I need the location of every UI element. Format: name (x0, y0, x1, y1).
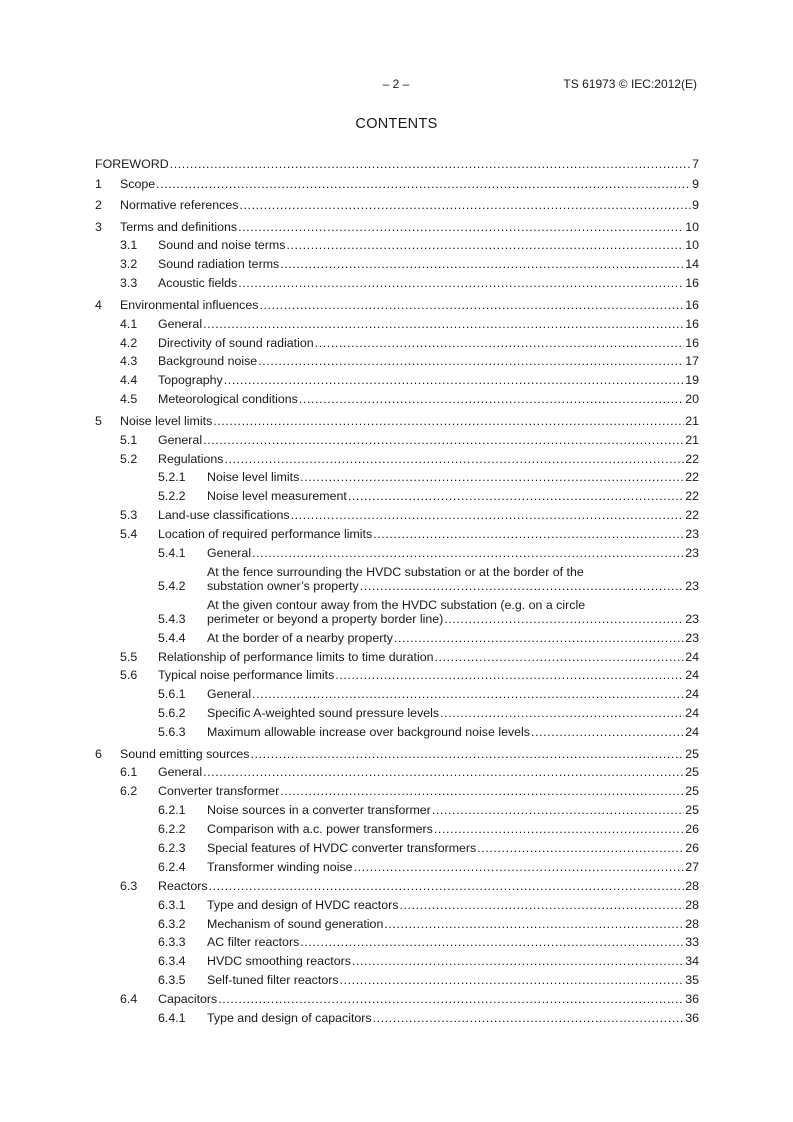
toc-entry[interactable] (95, 565, 699, 593)
toc-page-number: 22 (685, 470, 699, 485)
toc-entry-title: Comparison with a.c. power transformers (207, 822, 433, 837)
toc-page-number: 24 (685, 649, 699, 664)
toc-page-number: 24 (685, 687, 699, 702)
toc-entry-title: Noise sources in a converter transformer (207, 803, 431, 818)
dot-leader (170, 157, 691, 171)
toc-entry[interactable] (95, 298, 699, 312)
toc-entry-title: AC filter reactors (207, 935, 300, 950)
toc-page-number: 23 (685, 630, 699, 645)
toc-entry-title: General (207, 545, 252, 560)
dot-leader (444, 612, 684, 626)
toc-entry[interactable] (95, 354, 699, 368)
toc-page-number: 28 (685, 897, 699, 912)
toc-entry-number: 4.3 (120, 354, 138, 369)
toc-entry-title: Sound radiation terms (158, 257, 280, 272)
toc-page-number: 9 (692, 176, 699, 191)
toc-entry-number: 6.3.1 (158, 897, 186, 912)
toc-entry[interactable] (95, 508, 699, 522)
toc-page-number: 22 (685, 451, 699, 466)
toc-entry-title: Specific A-weighted sound pressure levels (207, 706, 440, 721)
toc-entry[interactable] (95, 238, 699, 252)
dot-leader (531, 725, 684, 739)
toc-entry-number: 5.6.2 (158, 706, 186, 721)
toc-page-number: 7 (692, 157, 699, 171)
toc-page-number: 24 (685, 706, 699, 721)
toc-entry-number: 6.2.2 (158, 822, 186, 837)
toc-entry-title: HVDC smoothing reactors (207, 954, 351, 969)
toc-entry[interactable] (95, 276, 699, 290)
toc-entry-title: Self-tuned filter reactors (207, 973, 339, 988)
toc-page-number: 25 (685, 746, 699, 761)
toc-entry-number: 4.2 (120, 335, 138, 350)
toc-entry-number: 5.2.1 (158, 470, 186, 485)
toc-page-number: 36 (685, 992, 699, 1007)
toc-page-number: 22 (685, 489, 699, 504)
toc-entry-number: 6.3.5 (158, 973, 186, 988)
toc-entry-title: Type and design of HVDC reactors (207, 897, 399, 912)
toc-entry[interactable] (95, 687, 699, 701)
toc-page-number: 27 (685, 859, 699, 874)
toc-page-number: 33 (685, 935, 699, 950)
toc-entry-number: 6.4.1 (158, 1011, 186, 1026)
toc-page-number: 34 (685, 954, 699, 969)
toc-page-number: 16 (685, 316, 699, 331)
dot-leader (352, 954, 684, 968)
dot-leader (335, 668, 684, 682)
toc-entry-title: Converter transformer (158, 784, 280, 799)
toc-entry-title: Noise level limits (120, 413, 213, 428)
toc-entry-number: 1 (95, 176, 102, 191)
dot-leader (432, 803, 684, 817)
dot-leader (203, 433, 684, 447)
dot-leader (360, 579, 684, 593)
toc-page-number: 23 (685, 611, 699, 626)
document-identifier: TS 61973 © IEC:2012(E) (563, 77, 697, 91)
toc-entry[interactable] (95, 414, 699, 428)
toc-entry-title: Transformer winding noise (207, 859, 353, 874)
toc-entry-number: 6.3.2 (158, 916, 186, 931)
toc-entry-title: Special features of HVDC converter transformers (207, 841, 477, 856)
toc-entry-number: 3.1 (120, 238, 138, 253)
toc-page-number: 23 (685, 527, 699, 542)
dot-leader (209, 879, 685, 893)
toc-entry[interactable] (95, 257, 699, 271)
toc-entry[interactable] (95, 392, 699, 406)
toc-entry[interactable] (95, 433, 699, 447)
toc-entry[interactable] (95, 527, 699, 541)
toc-entry-title: General (207, 687, 252, 702)
toc-page-number: 28 (685, 916, 699, 931)
toc-entry[interactable] (95, 336, 699, 350)
toc-entry-title: Reactors (158, 878, 208, 893)
toc-entry-number: 5.2 (120, 451, 138, 466)
toc-page-number: 20 (685, 392, 699, 407)
dot-leader (203, 317, 684, 331)
toc-entry[interactable] (95, 822, 699, 836)
dot-leader (354, 860, 685, 874)
toc-entry[interactable] (95, 198, 699, 212)
toc-page-number: 23 (685, 545, 699, 560)
toc-entry-title: Typical noise performance limits (158, 668, 335, 683)
toc-entry-title: Directivity of sound radiation (158, 335, 314, 350)
dot-leader (434, 822, 684, 836)
dot-leader (477, 841, 684, 855)
toc-entry[interactable] (95, 650, 699, 664)
dot-leader (300, 470, 684, 484)
toc-entry-title: General (158, 432, 203, 447)
dot-leader (252, 546, 684, 560)
toc-entry[interactable] (95, 992, 699, 1006)
toc-entry-number: 6.3.4 (158, 954, 186, 969)
toc-entry-title: Background noise (158, 354, 258, 369)
toc-entry-number: 5.5 (120, 649, 138, 664)
toc-entry-number: 5 (95, 413, 102, 428)
toc-page-number: 35 (685, 973, 699, 988)
dot-leader (251, 747, 685, 761)
toc-entry[interactable] (95, 917, 699, 931)
dot-leader (224, 373, 684, 387)
dot-leader (299, 392, 684, 406)
toc-entry-number: 5.4.3 (158, 611, 186, 626)
dot-leader (280, 784, 684, 798)
toc-entry[interactable] (95, 860, 699, 874)
toc-entry-title: Sound emitting sources (120, 746, 250, 761)
toc-page-number: 24 (685, 725, 699, 740)
toc-page-number: 24 (685, 668, 699, 683)
toc-entry-title: Regulations (158, 451, 224, 466)
toc-entry-number: 5.1 (120, 432, 138, 447)
toc-page-number: 25 (685, 803, 699, 818)
toc-entry[interactable] (95, 706, 699, 720)
toc-entry-title: At the border of a nearby property (207, 630, 393, 645)
toc-entry-number: 4.5 (120, 392, 138, 407)
toc-entry-number: 5.2.2 (158, 489, 186, 504)
toc-entry-title: Location of required performance limits (158, 527, 373, 542)
toc-entry-number: 3.3 (120, 276, 138, 291)
toc-entry[interactable] (95, 157, 699, 171)
toc-page-number: 25 (685, 784, 699, 799)
toc-entry-number: 6.2.4 (158, 859, 186, 874)
toc-entry-number: 6.1 (120, 765, 138, 780)
toc-entry-number: 6 (95, 746, 102, 761)
toc-entry[interactable] (95, 973, 699, 987)
toc-entry-title: Capacitors (158, 992, 218, 1007)
dot-leader (373, 527, 684, 541)
toc-entry-number: 3 (95, 219, 102, 234)
toc-entry[interactable] (95, 220, 699, 234)
toc-entry[interactable] (95, 598, 699, 626)
dot-leader (259, 298, 684, 312)
dot-leader (156, 177, 691, 191)
toc-entry-number: 5.4.1 (158, 545, 186, 560)
toc-entry-title: perimeter or beyond a property border line) (207, 611, 444, 626)
dot-leader (258, 354, 684, 368)
dot-leader (340, 973, 685, 987)
toc-entry-number: 5.4.4 (158, 630, 186, 645)
toc-entry-number: 5.3 (120, 508, 138, 523)
dot-leader (300, 935, 684, 949)
dot-leader (286, 238, 684, 252)
toc-page-number: 17 (685, 354, 699, 369)
toc-entry-title: Normative references (120, 198, 239, 213)
toc-page-number: 14 (685, 257, 699, 272)
toc-entry-number: 4 (95, 297, 102, 312)
toc-entry[interactable] (95, 841, 699, 855)
toc-entry[interactable] (95, 373, 699, 387)
toc-entry-title: Scope (120, 176, 156, 191)
toc-entry-number: 4.1 (120, 316, 138, 331)
toc-page-number: 28 (685, 878, 699, 893)
toc-page-number: 26 (685, 841, 699, 856)
dot-leader (434, 650, 684, 664)
toc-entry[interactable] (95, 546, 699, 560)
dot-leader (315, 336, 685, 350)
toc-entry-title: Maximum allowable increase over background noise levels (207, 725, 531, 740)
toc-page-number: 21 (685, 432, 699, 447)
contents-title: CONTENTS (355, 116, 438, 132)
toc-entry-number: 6.2.1 (158, 803, 186, 818)
toc-entry-number: 5.4.2 (158, 578, 186, 593)
toc-entry[interactable] (95, 879, 699, 893)
toc-entry-title: General (158, 316, 203, 331)
toc-page-number: 16 (685, 276, 699, 291)
dot-leader (238, 276, 684, 290)
toc-entry-title: Noise level limits (207, 470, 300, 485)
toc-entry[interactable] (95, 452, 699, 466)
toc-entry[interactable] (95, 765, 699, 779)
toc-page-number: 19 (685, 373, 699, 388)
toc-entry[interactable] (95, 898, 699, 912)
toc-entry-title: Environmental influences (120, 297, 259, 312)
toc-entry-number: 4.4 (120, 373, 138, 388)
toc-entry[interactable] (95, 954, 699, 968)
dot-leader (373, 1011, 685, 1025)
toc-page-number: 22 (685, 508, 699, 523)
toc-entry-title: Acoustic fields (158, 276, 238, 291)
dot-leader (394, 631, 684, 645)
toc-entry-title: Type and design of capacitors (207, 1011, 372, 1026)
toc-entry-title: Noise level measurement (207, 489, 347, 504)
toc-entry-title: At the fence surrounding the HVDC substation or at the border of the (207, 564, 584, 579)
toc-entry-number: 5.6.3 (158, 725, 186, 740)
toc-entry-title: Relationship of performance limits to time duration (158, 649, 434, 664)
dot-leader (440, 706, 684, 720)
toc-entry-number: 6.2.3 (158, 841, 186, 856)
toc-entry[interactable] (95, 725, 699, 739)
toc-page-number: 16 (685, 297, 699, 312)
toc-entry-number: 2 (95, 198, 102, 213)
table-of-contents (95, 157, 699, 1030)
toc-page-number: 26 (685, 822, 699, 837)
toc-entry-title: General (158, 765, 203, 780)
dot-leader (384, 917, 684, 931)
dot-leader (280, 257, 684, 271)
toc-entry-number: 5.6 (120, 668, 138, 683)
toc-entry[interactable] (95, 317, 699, 331)
dot-leader (218, 992, 684, 1006)
dot-leader (239, 198, 691, 212)
dot-leader (399, 898, 684, 912)
toc-entry[interactable] (95, 470, 699, 484)
toc-entry[interactable] (95, 935, 699, 949)
toc-entry-number: 6.2 (120, 784, 138, 799)
toc-entry-number: 6.3 (120, 878, 138, 893)
toc-page-number: 21 (685, 413, 699, 428)
toc-entry-number: 3.2 (120, 257, 138, 272)
dot-leader (213, 414, 684, 428)
toc-entry-number: 5.4 (120, 527, 138, 542)
toc-entry[interactable] (95, 177, 699, 191)
dot-leader (224, 452, 684, 466)
dot-leader (252, 687, 684, 701)
toc-entry-title: Land-use classifications (158, 508, 290, 523)
toc-entry-number: 5.6.1 (158, 687, 186, 702)
toc-entry-title: Sound and noise terms (158, 238, 286, 253)
toc-entry-number: 6.3.3 (158, 935, 186, 950)
toc-page-number: 36 (685, 1011, 699, 1026)
toc-entry[interactable] (95, 489, 699, 503)
toc-page-number: 25 (685, 765, 699, 780)
dot-leader (291, 508, 685, 522)
dot-leader (238, 220, 684, 234)
toc-entry[interactable] (95, 1011, 699, 1025)
toc-entry[interactable] (95, 668, 699, 682)
page-number: – 2 – (382, 77, 410, 91)
toc-entry-title: substation owner’s property (207, 578, 359, 593)
toc-entry-title: Topography (158, 373, 223, 388)
toc-entry-title: Meteorological conditions (158, 392, 298, 407)
toc-entry-title: Mechanism of sound generation (207, 916, 384, 931)
toc-entry[interactable] (95, 747, 699, 761)
toc-page-number: 9 (692, 198, 699, 213)
toc-entry[interactable] (95, 803, 699, 817)
toc-page-number: 16 (685, 335, 699, 350)
toc-page-number: 10 (685, 219, 699, 234)
toc-entry[interactable] (95, 784, 699, 798)
toc-entry-title: Terms and definitions (120, 219, 238, 234)
toc-entry[interactable] (95, 631, 699, 645)
toc-page-number: 10 (685, 238, 699, 253)
toc-entry-title: FOREWORD (95, 157, 169, 171)
dot-leader (203, 765, 684, 779)
toc-page-number: 23 (685, 578, 699, 593)
dot-leader (348, 489, 684, 503)
toc-entry-title: At the given contour away from the HVDC substation (e.g. on a circle (207, 597, 586, 612)
toc-entry-number: 6.4 (120, 992, 138, 1007)
